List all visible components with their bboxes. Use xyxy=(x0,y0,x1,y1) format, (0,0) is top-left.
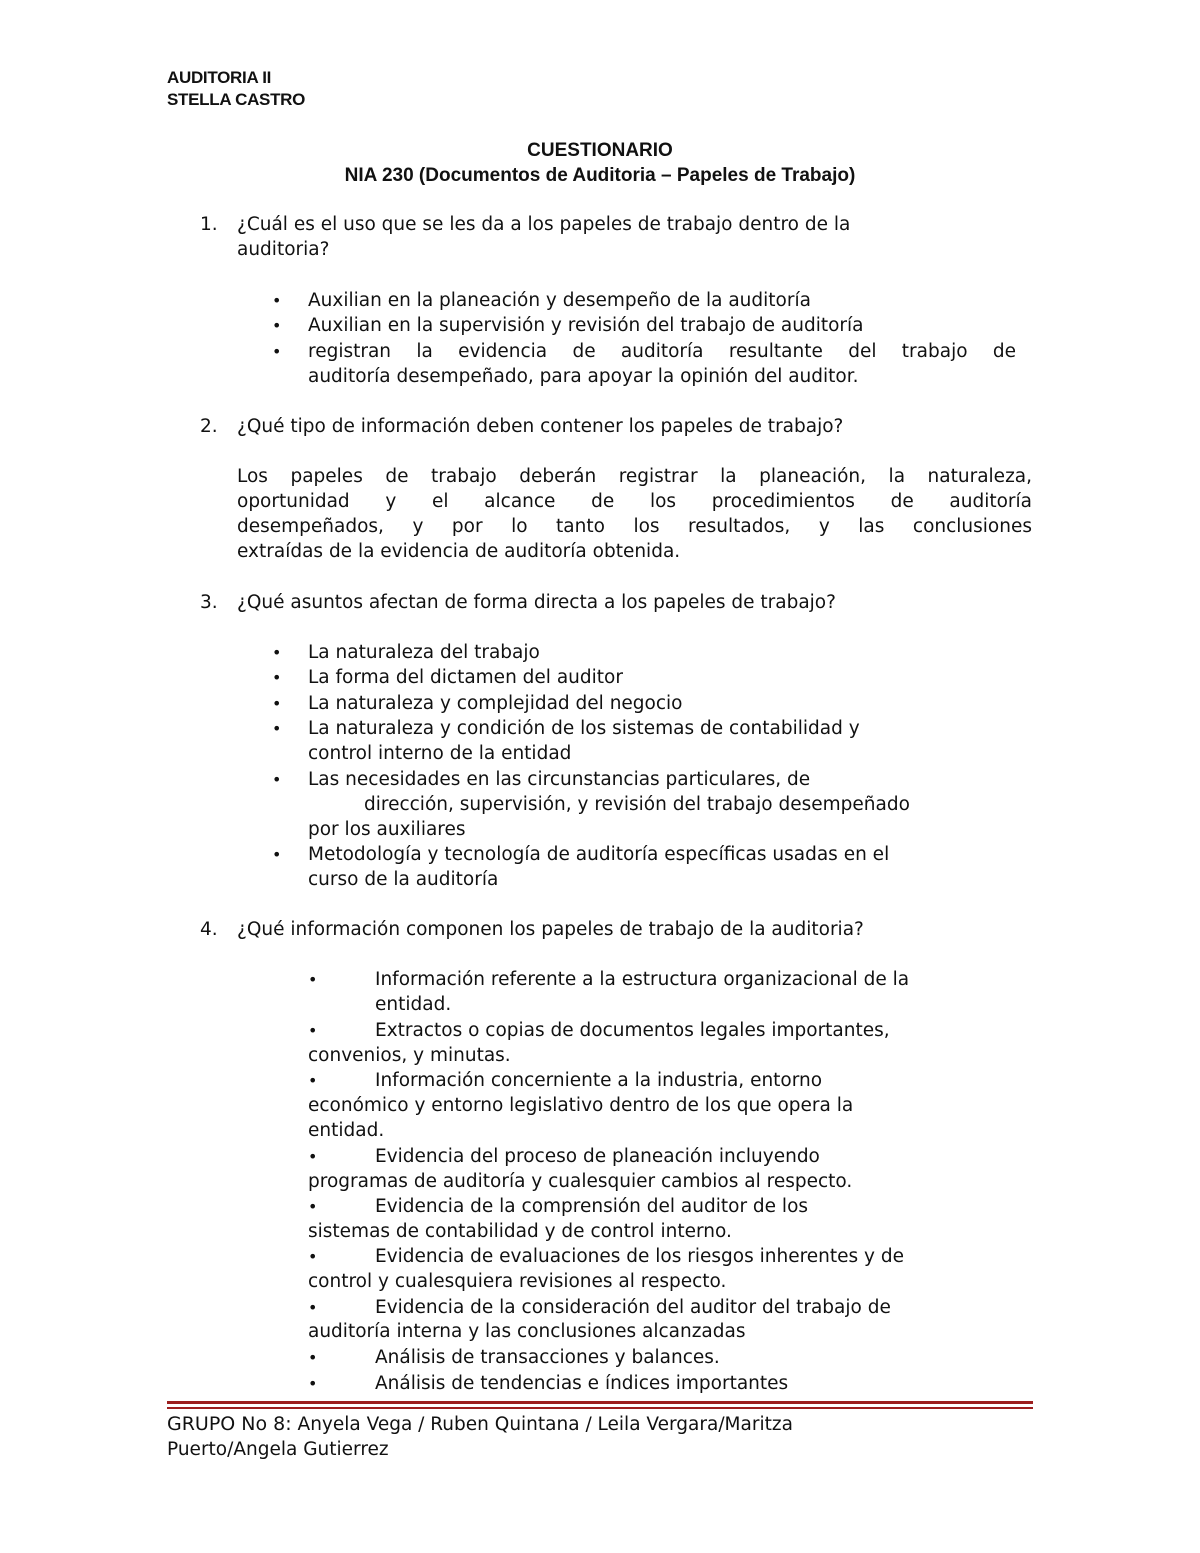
q2-answer-line: desempeñados, y por lo tanto los resultados, y las conclusiones xyxy=(237,516,1032,537)
q4-item: Información concerniente a la industria, entorno xyxy=(375,1070,823,1091)
bullet-icon: • xyxy=(308,1374,318,1393)
q3-item: Las necesidades en las circunstancias particulares, de xyxy=(308,769,811,790)
footer-divider xyxy=(167,1401,1033,1404)
q4-item-cont: convenios, y minutas. xyxy=(308,1045,511,1066)
bullet-icon: • xyxy=(308,1348,318,1367)
q1-item: registran la evidencia de auditoría resultante del trabajo de xyxy=(308,341,1016,362)
bullet-icon: • xyxy=(272,291,282,310)
q4-item-cont: control y cualesquiera revisiones al respecto. xyxy=(308,1271,727,1292)
question-2-number: 2. xyxy=(200,416,218,437)
teacher-name: STELLA CASTRO xyxy=(167,90,306,109)
bullet-icon: • xyxy=(308,1197,318,1216)
q4-item: Evidencia de la consideración del auditor del trabajo de xyxy=(375,1297,891,1318)
bullet-icon: • xyxy=(272,719,282,738)
footer-group-label: GRUPO No 8: xyxy=(167,1413,292,1435)
bullet-icon: • xyxy=(272,845,282,864)
bullet-icon: • xyxy=(272,316,282,335)
bullet-icon: • xyxy=(308,970,318,989)
bullet-icon: • xyxy=(272,342,282,361)
question-1-text-cont: auditoria? xyxy=(237,239,330,260)
question-3-number: 3. xyxy=(200,592,218,613)
q4-item: Evidencia de la comprensión del auditor de los xyxy=(375,1196,809,1217)
bullet-icon: • xyxy=(308,1298,318,1317)
bullet-icon: • xyxy=(272,643,282,662)
q4-item: Extractos o copias de documentos legales importantes, xyxy=(375,1020,890,1041)
q3-item: Metodología y tecnología de auditoría específicas usadas en el xyxy=(308,844,890,865)
q3-item: La forma del dictamen del auditor xyxy=(308,667,623,688)
footer-members-cont: Puerto/Angela Gutierrez xyxy=(167,1439,389,1460)
q4-item-cont: económico y entorno legislativo dentro de los que opera la xyxy=(308,1095,854,1116)
q3-item-cont: curso de la auditoría xyxy=(308,869,499,890)
document-title: CUESTIONARIO xyxy=(527,140,673,161)
q4-item-cont: auditoría interna y las conclusiones alcanzadas xyxy=(308,1321,746,1342)
q3-item-cont: control interno de la entidad xyxy=(308,743,572,764)
question-4-text: ¿Qué información componen los papeles de trabajo de la auditoria? xyxy=(237,919,864,940)
footer-group xyxy=(167,1412,793,1437)
q2-answer-line: oportunidad y el alcance de los procedimientos de auditoría xyxy=(237,491,1032,512)
q4-item: Información referente a la estructura organizacional de la xyxy=(375,969,910,990)
question-4-number: 4. xyxy=(200,919,218,940)
question-1-number: 1. xyxy=(200,214,218,235)
course-name: AUDITORIA II xyxy=(167,68,272,87)
footer-divider-thin xyxy=(167,1407,1033,1409)
q4-item: Análisis de transacciones y balances. xyxy=(375,1347,720,1368)
q3-item: La naturaleza del trabajo xyxy=(308,642,540,663)
bullet-icon: • xyxy=(308,1147,318,1166)
q4-item: Análisis de tendencias e índices importantes xyxy=(375,1373,789,1394)
q4-item-cont: programas de auditoría y cualesquier cambios al respecto. xyxy=(308,1171,853,1192)
q2-answer-line: Los papeles de trabajo deberán registrar la planeación, la naturaleza, xyxy=(237,466,1032,487)
bullet-icon: • xyxy=(272,694,282,713)
bullet-icon: • xyxy=(308,1247,318,1266)
question-1-text: ¿Cuál es el uso que se les da a los papeles de trabajo dentro de la xyxy=(237,214,851,235)
q1-item: Auxilian en la planeación y desempeño de la auditoría xyxy=(308,290,811,311)
question-3-text: ¿Qué asuntos afectan de forma directa a los papeles de trabajo? xyxy=(237,592,836,613)
q1-item-cont: auditoría desempeñado, para apoyar la opinión del auditor. xyxy=(308,366,859,387)
q3-item: La naturaleza y condición de los sistemas de contabilidad y xyxy=(308,718,860,739)
q4-item: Evidencia del proceso de planeación incluyendo xyxy=(375,1146,820,1167)
q3-item-cont: por los auxiliares xyxy=(308,819,466,840)
bullet-icon: • xyxy=(272,668,282,687)
bullet-icon: • xyxy=(308,1021,318,1040)
q4-item-cont: entidad. xyxy=(308,1120,385,1141)
footer-members: Anyela Vega / Ruben Quintana / Leila Vergara/Maritza xyxy=(291,1414,793,1435)
question-2-text: ¿Qué tipo de información deben contener los papeles de trabajo? xyxy=(237,416,844,437)
document-subtitle: NIA 230 (Documentos de Auditoria – Papeles de Trabajo) xyxy=(344,165,856,186)
bullet-icon: • xyxy=(272,770,282,789)
bullet-icon: • xyxy=(308,1071,318,1090)
q1-item: Auxilian en la supervisión y revisión del trabajo de auditoría xyxy=(308,315,864,336)
q4-item-cont: entidad. xyxy=(375,994,452,1015)
q3-item-cont: dirección, supervisión, y revisión del trabajo desempeñado xyxy=(364,794,910,815)
q4-item-cont: sistemas de contabilidad y de control interno. xyxy=(308,1221,732,1242)
q3-item: La naturaleza y complejidad del negocio xyxy=(308,693,683,714)
q2-answer-line: extraídas de la evidencia de auditoría obtenida. xyxy=(237,541,681,562)
q4-item: Evidencia de evaluaciones de los riesgos inherentes y de xyxy=(375,1246,905,1267)
